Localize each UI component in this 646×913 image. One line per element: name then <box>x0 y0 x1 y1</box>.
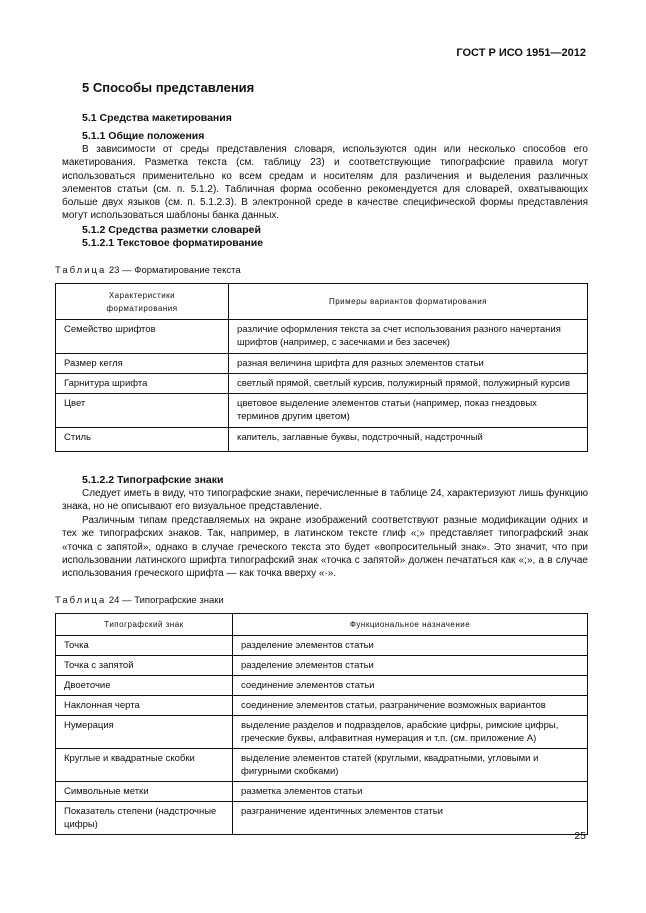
table-row <box>56 676 588 696</box>
table-24 <box>55 613 588 835</box>
table-cell: Стиль <box>56 428 229 452</box>
table-cell: Показатель степени (надстрочные цифры) <box>56 802 233 835</box>
table-row <box>56 354 588 374</box>
table-row <box>56 374 588 394</box>
table-cell: разграничение идентичных элементов статьи <box>233 802 588 835</box>
table-cell: капитель, заглавные буквы, подстрочный, надстрочный <box>229 428 588 452</box>
table-row <box>56 749 588 782</box>
table-cell: соединение элементов статьи <box>233 676 588 696</box>
page-number: 25 <box>574 830 586 842</box>
table-row <box>56 636 588 656</box>
table-cell: цветовое выделение элементов статьи (например, показ гнездовых терминов другим цветом) <box>229 394 588 428</box>
section-title: 5 Способы представления <box>82 80 255 95</box>
subsection-5-1-1-title: 5.1.1 Общие положения <box>82 130 205 142</box>
table-cell: соединение элементов статьи, разграничение возможных вариантов <box>233 696 588 716</box>
table-cell: Семейство шрифтов <box>56 320 229 354</box>
table-row <box>56 802 588 835</box>
table-cell: Точка <box>56 636 233 656</box>
table-cell: Двоеточие <box>56 676 233 696</box>
table-cell: светлый прямой, светлый курсив, полужирный прямой, полужирный курсив <box>229 374 588 394</box>
table-header-row <box>56 614 588 636</box>
subsection-5-1-2-title: 5.1.2 Средства разметки словарей <box>82 224 261 236</box>
table-header-cell: Характеристики форматирования <box>56 284 229 320</box>
table-23-caption: Таблица 23 — Форматирование текста <box>55 265 241 276</box>
table-row <box>56 394 588 428</box>
table-row <box>56 696 588 716</box>
general-provisions-text: В зависимости от среды представления словаря, используются один или несколько способов его макетирования. Разметка текста (см. таблицу 23) и соответствующие типографские правила могут использоваться применительно ко всем средам и носителям для различения и выделения различных элементов статьи (см. п. 5.1.2). Табличная форма особенно рекомендуется для словарей, охватывающих больше двух языков (см. п. 5.1.2.3). В электронной среде в качестве специфической формы представления могут использоваться шаблоны банка данных. <box>62 144 588 222</box>
table-row <box>56 782 588 802</box>
table-cell: Размер кегля <box>56 354 229 374</box>
typographic-signs-text-2: Различным типам представляемых на экране изображений соответствуют разные модификации одних и тех же типографских знаков. Так, например, в латинском тексте глиф «;» представляет типографский знак «точка с запятой», однако в случае греческого текста это будет «вопросительный знак». Это значит, что при использовании латинского шрифта типографский знак «точка с запятой» должен печататься как «;», а в случае использования греческого шрифта — как точка вверху «·». <box>62 515 588 580</box>
table-cell: Точка с запятой <box>56 656 233 676</box>
table-cell: Гарнитура шрифта <box>56 374 229 394</box>
table-header-cell: Примеры вариантов форматирования <box>229 284 588 320</box>
table-23 <box>55 283 588 452</box>
table-24-caption: Таблица 24 — Типографские знаки <box>55 595 224 606</box>
table-cell: разметка элементов статьи <box>233 782 588 802</box>
table-cell: разная величина шрифта для разных элементов статьи <box>229 354 588 374</box>
document-id: ГОСТ Р ИСО 1951—2012 <box>456 47 586 59</box>
table-cell: разделение элементов статьи <box>233 636 588 656</box>
table-row <box>56 716 588 749</box>
table-header-cell: Функциональное назначение <box>233 614 588 636</box>
table-cell: Символьные метки <box>56 782 233 802</box>
table-row <box>56 320 588 354</box>
table-header-cell: Типографский знак <box>56 614 233 636</box>
table-cell: выделение разделов и подразделов, арабские цифры, римские цифры, греческие буквы, алфавитная нумерация и т.п. (см. приложение А) <box>233 716 588 749</box>
typographic-signs-text-1: Следует иметь в виду, что типографские знаки, перечисленные в таблице 24, характеризуют лишь функцию знака, но не описывают его визуальное представление. <box>62 488 588 513</box>
table-header-row <box>56 284 588 320</box>
table-cell: Наклонная черта <box>56 696 233 716</box>
subsection-5-1-2-1-title: 5.1.2.1 Текстовое форматирование <box>82 237 264 249</box>
table-cell: Цвет <box>56 394 229 428</box>
subsection-5-1-2-2-title: 5.1.2.2 Типографские знаки <box>82 474 224 486</box>
table-cell: Нумерация <box>56 716 233 749</box>
table-row <box>56 656 588 676</box>
table-cell: Круглые и квадратные скобки <box>56 749 233 782</box>
table-cell: различие оформления текста за счет использования разного начертания шрифтов (например, с засечками и без засечек) <box>229 320 588 354</box>
subsection-5-1-title: 5.1 Средства макетирования <box>82 112 232 124</box>
table-cell: разделение элементов статьи <box>233 656 588 676</box>
table-cell: выделение элементов статей (круглыми, квадратными, угловыми и фигурными скобками) <box>233 749 588 782</box>
table-row <box>56 428 588 452</box>
